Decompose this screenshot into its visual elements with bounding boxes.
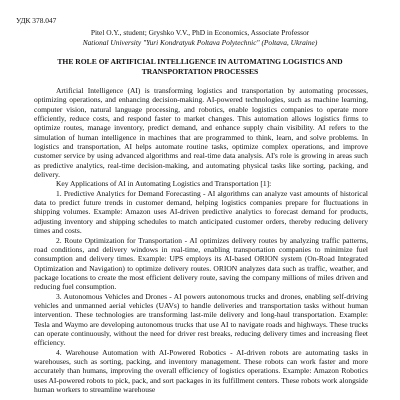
application-item-4: 4. Warehouse Automation with AI-Powered Robotics - AI-driven robots are automating tasks in warehouses, such as sorting, packing, and inventory management. These robots can work faster and more accurately than humans, improving the overall efficiency of logistics operations. Example: Amazon Robotics uses AI-powered robots to pick, pack, and sort packages in its fulfillment centers. These robots work alongside human workers to streamline warehouse: [34, 347, 368, 394]
affiliation-line: National University "Yuri Kondratyuk Poltava Polytechnic" (Poltava, Ukraine): [82, 38, 318, 47]
authors-line: Pitel O.Y., student; Gryshko V.V., PhD in Economics, Associate Professor: [90, 28, 310, 37]
intro-paragraph: Artificial Intelligence (AI) is transforming logistics and transportation by automating processes, optimizing operations, and enhancing decision-making. AI-powered technologies, such as machine learning, computer vision, natural language processing, and robotics, enable logistics companies to operate more efficiently, reduce costs, and respond faster to market changes. This automation allows logistics firms to optimize routes, manage inventory, predict demand, and enhance supply chain visibility. AI refers to the simulation of human intelligence in machines that are programmed to think, learn, and solve problems. In logistics and transportation, AI helps automate routine tasks, optimize complex operations, and improve customer service by using advanced algorithms and real-time data analysis. AI's role is growing in areas such as predictive analytics, real-time decision-making, and automating physical tasks like sorting, packing, and delivery.: [34, 86, 368, 180]
application-item-3: 3. Autonomous Vehicles and Drones - AI powers autonomous trucks and drones, enabling self-driving vehicles and unmanned aerial vehicles (UAVs) to handle deliveries and transportation tasks without human intervention. These technologies are transforming last-mile delivery and long-haul transportation. Example: Tesla and Waymo are developing autonomous trucks that use AI to navigate roads and highways. These trucks can operate continuously, without the need for driver rest breaks, reducing delivery times and increasing fleet efficiency.: [34, 291, 368, 348]
udk-code: УДК 378.047: [16, 16, 57, 25]
application-item-1: 1. Predictive Analytics for Demand Forecasting - AI algorithms can analyze vast amounts of historical data to predict future trends in customer demand, helping logistics companies prepare for fluctuations in shipping volumes. Example: Amazon uses AI-driven predictive analytics to forecast demand for products, adjusting inventory and shipping schedules to match anticipated customer orders, thereby reducing delivery times and costs.: [34, 188, 368, 236]
paper-title: THE ROLE OF ARTIFICIAL INTELLIGENCE IN AUTOMATING LOGISTICS AND TRANSPORTATION PROCESSES: [57, 57, 343, 76]
applications-heading: Key Applications of AI in Automating Logistics and Transportation [1]:: [56, 179, 272, 189]
paper-body: [34, 86, 368, 394]
application-item-2: 2. Route Optimization for Transportation - AI optimizes delivery routes by analyzing traffic patterns, road conditions, and delivery windows in real-time, enabling transportation companies to minimize fuel consumption and delivery times. Example: UPS employs its AI-based ORION system (On-Road Integrated Optimization and Navigation) to optimize delivery routes. ORION analyzes data such as traffic, weather, and package locations to create the most efficient delivery route, saving the company millions of miles driven and reducing fuel consumption.: [34, 235, 368, 292]
